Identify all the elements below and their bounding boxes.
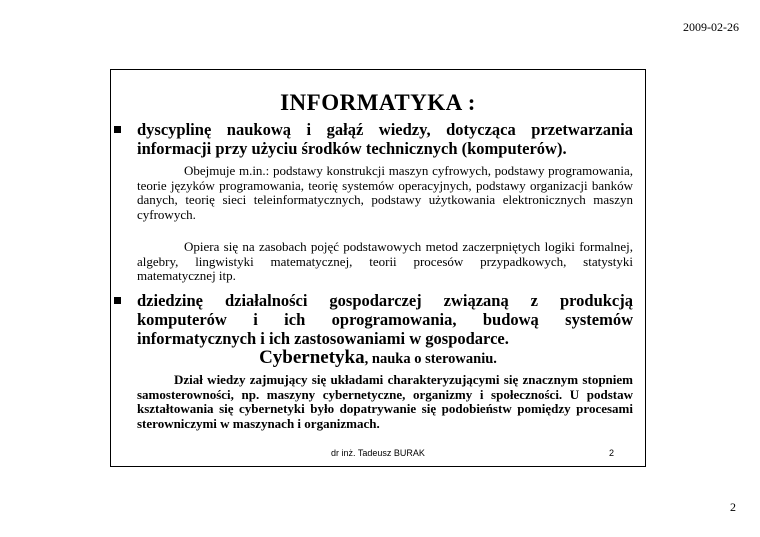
paragraph-text: Obejmuje m.in.: podstawy konstrukcji maszyn cyfrowych, podstawy programowania, teorie języków programowania, teorię systemów operacyjnych, podstawy organizacji banków danych, teorię sieci teleinformatycznych, podstawy użytkowania elektronicznych maszyn cyfrowych. <box>137 163 633 222</box>
subtitle-rest: , nauka o sterowaniu. <box>364 351 497 367</box>
paragraph-text: Opiera się na zasobach pojęć podstawowych metod zaczerpniętych logiki formalnej, algebry, lingwistyki matematycznej, teorii procesów przypadkowych, statystyki matematycznej itp. <box>137 239 633 283</box>
slide-number: 2 <box>608 448 614 458</box>
footer-author: dr inż. Tadeusz BURAK <box>331 448 425 458</box>
slide-title: INFORMATYKA : <box>280 90 476 115</box>
square-bullet-icon <box>114 126 121 133</box>
page-number: 2 <box>730 500 736 514</box>
page-date: 2009-02-26 <box>683 20 739 34</box>
paragraph <box>137 164 633 222</box>
paragraph <box>137 373 633 431</box>
bullet-text: dyscyplinę naukową i gałąź wiedzy, dotycząca przetwarzania informacji przy użyciu środków technicznych (komputerów). <box>137 120 633 158</box>
square-bullet-icon <box>114 297 121 304</box>
bullet-text: dziedzinę działalności gospodarczej związaną z produkcją komputerów i ich oprogramowania, budową systemów informatycznych i ich zastosowaniami w gospodarce. <box>137 291 633 348</box>
paragraph-text: Dział wiedzy zajmujący się układami charakteryzującymi się znacznym stopniem samosterowności, np. maszyny cybernetyczne, organizmy i społeczności. U podstaw kształtowania się cybernetyki było dopatrywanie się podobieństw pomiędzy procesami sterowniczymi w maszynach i organizmach. <box>137 372 633 431</box>
subtitle-keyword: Cybernetyka <box>259 347 365 368</box>
paragraph <box>137 240 633 284</box>
slide <box>110 69 646 467</box>
section-subtitle <box>111 347 645 369</box>
